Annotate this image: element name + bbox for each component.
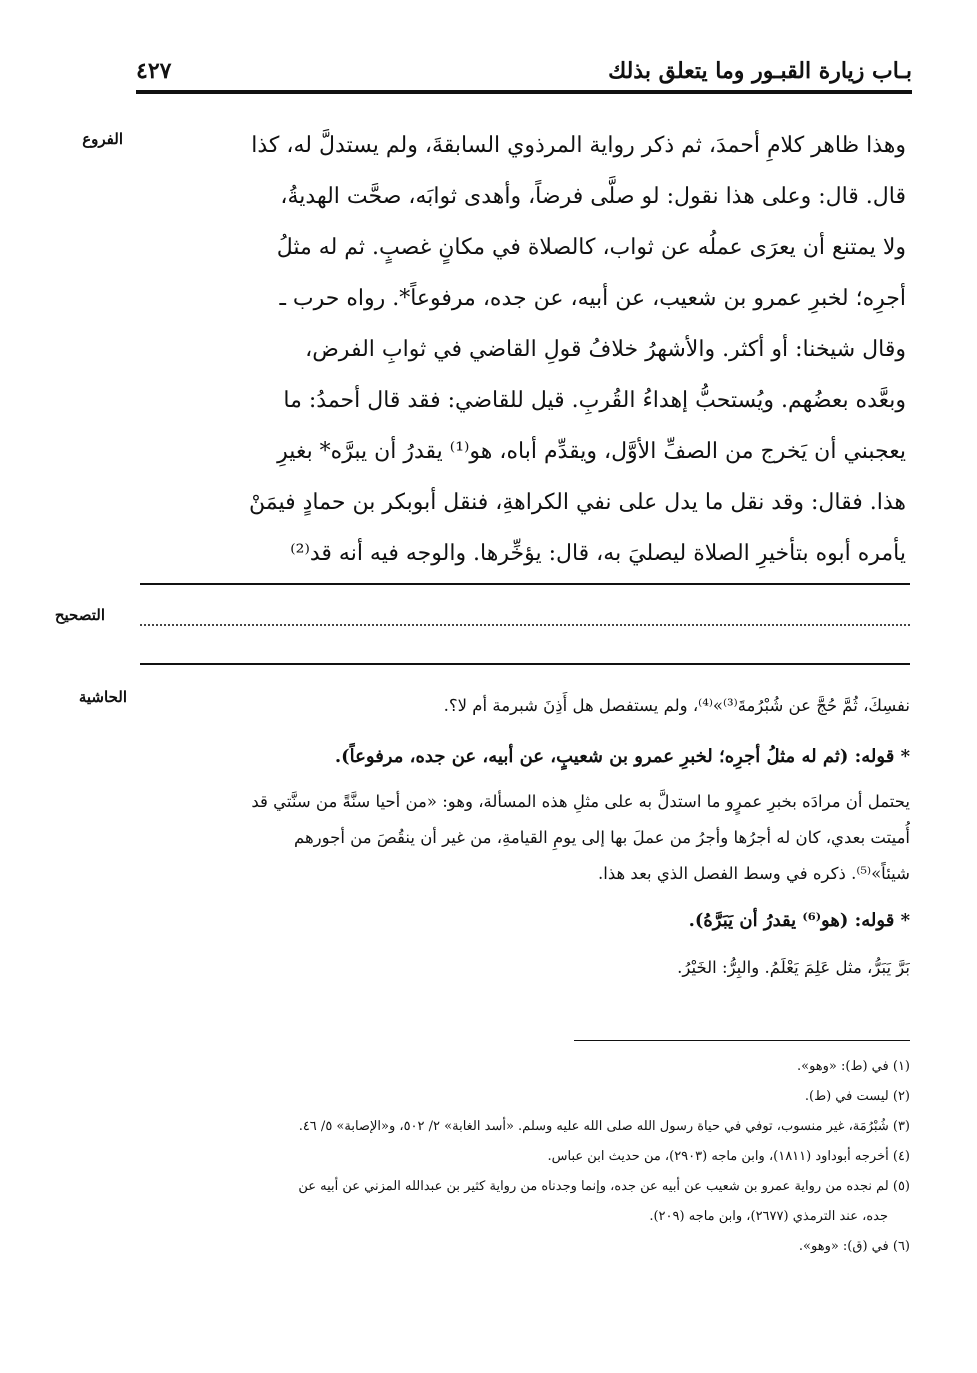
commentary-heading: * قوله: (هو⁽⁶⁾ يقدرُ أن يَبَرَّهُ).	[688, 910, 910, 931]
main-line: يعجبني أن يَخرج من الصفِّ الأوَّل، ويقدِّم أباه، هو⁽¹⁾ يقدرُ أن يبرَّه* بغيرِ	[277, 439, 906, 464]
separator-line	[140, 663, 910, 665]
footnote: (٣) شُبْرُمَة، غير منسوب، توفي في حياة رسول الله صلى الله عليه وسلم. «أسد الغابة» ٢/ ٥٠٢، و«الإصابة» ٥/ ٤٦.	[298, 1119, 910, 1134]
footnotes	[140, 1052, 910, 1262]
tashih-label: التصحيح	[54, 606, 105, 624]
main-line: وهذا ظاهر كلامِ أحمدَ، ثم ذكر رواية المرذوي السابقةَ، ولم يستدلَّ له، كذا	[251, 133, 906, 158]
main-line: ولا يمتنع أن يعرَى عملُه عن ثواب، كالصلاة في مكانٍ غصبٍ. ثم له مثلُ	[276, 235, 906, 260]
main-text	[140, 120, 906, 579]
separator-line	[140, 583, 910, 585]
commentary-line: بَرَّ يَبَرُّ، مثل عَلِمَ يَعْلَمُ. والبِرُّ: الخَيْرُ.	[677, 958, 910, 977]
main-line: قال. قال: وعلى هذا نقول: لو صلَّى فرضاً، وأهدى ثوابَه، صحَّت الهديةُ،	[280, 184, 906, 209]
commentary-heading: * قوله: (ثم له مثلُ أجرِه؛ لخبرِ عمرو بن شعيبٍ، عن أبيه، عن جده، مرفوعاً).	[334, 746, 910, 767]
main-line: أجرِه؛ لخبرِ عمرو بن شعيب، عن أبيه، عن جده، مرفوعاً*. رواه حرب ـ	[279, 286, 906, 311]
commentary-line: يحتمل أن مرادَه بخبرِ عمرٍو ما استدلَّ به على مثلِ هذه المسألة، وهو: «من أحيا سنَّةً من سنَّتي قد	[251, 792, 910, 811]
footnote-continuation: جده، عند الترمذي (٢٦٧٧)، وابن ماجه (٢٠٩).	[649, 1209, 888, 1224]
footnote: (٤) أخرجه أبوداود (١٨١١)، وابن ماجه (٢٩٠٣)، من حديث ابن عباس.	[547, 1149, 910, 1164]
footnote: (٥) لم نجده من رواية عمرو بن شعيب عن أبيه عن جده، وإنما وجدناه من رواية كثير بن عبدالله المزني عن أبيه عن	[298, 1179, 910, 1194]
hashiya-label: الحاشية	[78, 688, 127, 706]
page-header	[136, 56, 912, 90]
chapter-title: بـاب زيارة القبـور وما يتعلق بذلك	[608, 58, 912, 84]
tashih-dotted-line	[140, 624, 910, 626]
header-rule	[136, 90, 912, 94]
commentary-line: شيئاً»⁽⁵⁾. ذكره في وسط الفصل الذي بعد هذا.	[597, 864, 910, 883]
main-line: وقال شيخنا: أو أكثر. والأشهرُ خلافُ قولِ القاضي في ثوابِ الفرض،	[305, 337, 906, 362]
footnote: (١) في (ط): «وهو».	[796, 1059, 910, 1074]
main-line: هذا. فقال: وقد نقل ما يدل على نفي الكراهةِ، فنقل أبوبكر بن حمادٍ فيمَنْ	[249, 490, 906, 515]
footnote: (٦) في (ق): «وهو».	[798, 1239, 910, 1254]
footnote: (٢) ليست في (ط).	[804, 1089, 910, 1104]
page-number: ٤٢٧	[136, 58, 172, 84]
footnote-rule	[574, 1040, 910, 1041]
hashiya-section	[140, 682, 910, 990]
main-line: يأمره أبوه بتأخيرِ الصلاة ليصليَ به، قال: يؤخِّرها. والوجه فيه أنه قد⁽²⁾	[290, 541, 906, 566]
main-line: وبعَّده بعضُهم. ويُستحبُّ إهداءُ القُربِ. قيل للقاضي: فقد قال أحمدُ: ما	[283, 388, 906, 413]
hashiya-intro: نفسِكَ، ثُمَّ حُجَّ عن شُبْرُمةَ⁽³⁾»⁽⁴⁾، ولم يستفصل هل أَذِنَ شبرمة أم لا؟.	[443, 696, 910, 715]
furu-label: الفروع	[82, 130, 123, 148]
commentary-line: أُميتت بعدي، كان له أجرُها وأجرُ من عملَ بها إلى يومِ القيامةِ، من غير أن ينقُصَ من أجورهم	[293, 828, 910, 847]
